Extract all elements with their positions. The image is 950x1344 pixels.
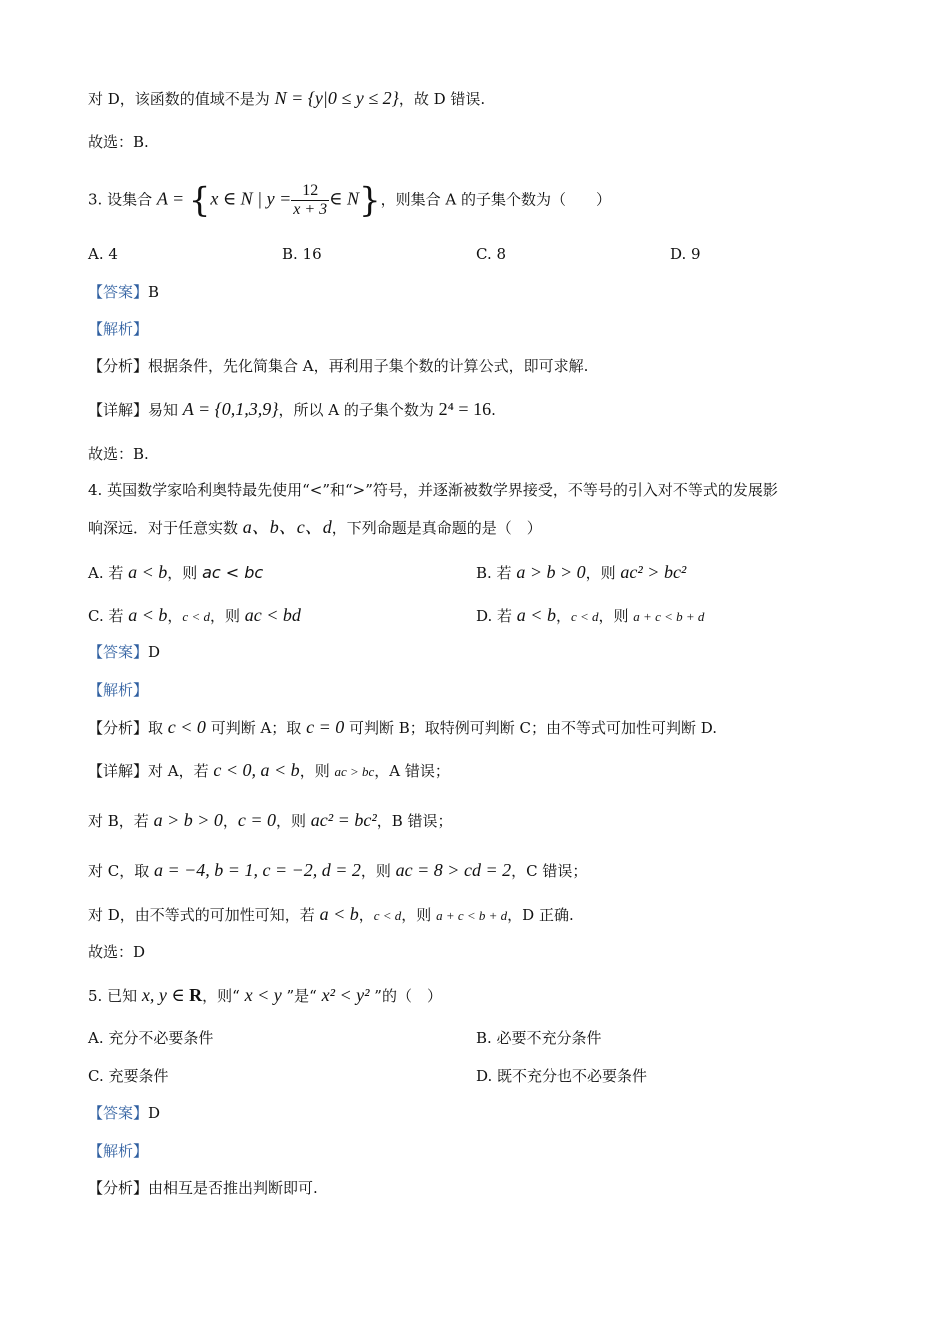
text: ，则 <box>299 762 335 780</box>
q4-fenxi <box>88 715 717 740</box>
fenxi-tag: 【分析】 <box>88 719 149 737</box>
q4-option-d <box>476 603 704 629</box>
text: . <box>491 401 496 419</box>
q4-option-c <box>88 603 301 629</box>
text: 对 D，该函数的值域不是为 <box>88 90 275 108</box>
math-reals: R <box>189 985 203 1005</box>
answer-value: D <box>148 643 161 661</box>
math-range: N = {y|0 ≤ y ≤ 2} <box>274 88 399 108</box>
q4-detail-a <box>88 758 450 784</box>
answer-tag: 【答案】 <box>88 1104 149 1122</box>
left-brace: { <box>188 180 211 221</box>
math: c = 0 <box>306 717 345 737</box>
text: 对 C，取 <box>88 862 155 880</box>
q5-analysis-tag: 【解析】 <box>88 1142 149 1160</box>
q3-analysis-tag: 【解析】 <box>88 320 149 338</box>
math: a < b <box>128 605 168 625</box>
text: ，则 <box>209 607 245 625</box>
q5-fenxi <box>88 1176 318 1200</box>
q3-answer <box>88 280 159 304</box>
math-power: 2⁴ = 16 <box>438 399 492 419</box>
question-4-line-1: 4. 英国数学家哈利奥特最先使用“<”和“>”符号，并逐渐被数学界接受，不等号的引入对不等式的发展影 <box>88 481 778 499</box>
math: ac = 8 > cd = 2 <box>395 860 512 880</box>
q3-fenxi <box>88 354 588 378</box>
answer-tag: 【答案】 <box>88 283 149 301</box>
text: D. 若 <box>476 607 517 625</box>
text: ， <box>167 607 183 625</box>
q3-option-a: A. 4 <box>88 245 118 263</box>
q4-analysis-tag: 【解析】 <box>88 681 149 699</box>
math: c < d <box>373 908 402 923</box>
answer-tag: 【答案】 <box>88 643 149 661</box>
math: x² < y² <box>321 985 370 1005</box>
question-number: 3. 设集合 <box>88 190 157 209</box>
q4-detail-c <box>88 858 587 883</box>
text: ”是“ <box>281 987 322 1005</box>
math: a < b <box>516 605 556 625</box>
fraction-denominator: x + 3 <box>293 201 328 218</box>
math: ac² = bc² <box>310 810 377 830</box>
q4-detail-d <box>88 902 574 928</box>
text: 由相互是否推出判断即可. <box>148 1179 318 1197</box>
text: ， <box>555 607 571 625</box>
q3-option-c: C. 8 <box>476 245 507 263</box>
text: ，A 错误； <box>374 762 450 780</box>
text: ，D 正确. <box>507 906 574 924</box>
math: c < d <box>570 609 599 624</box>
text: 可判断 B；取特例可判断 C；由不等式可加性可判断 D. <box>344 719 718 737</box>
answer-value: B <box>148 283 160 301</box>
answer-value: D <box>148 1104 161 1122</box>
text: ，则 <box>401 906 437 924</box>
math: c = 0 <box>237 810 277 830</box>
math: a > b > 0 <box>153 810 223 830</box>
math: x < y <box>244 985 282 1005</box>
question-5 <box>88 983 442 1008</box>
text: 响深远．对于任意实数 <box>88 519 243 537</box>
text: ，故 D 错误. <box>398 90 486 108</box>
math: a > b > 0 <box>516 562 586 582</box>
text: ，则集合 A 的子集个数为（ ） <box>380 190 611 209</box>
q5-option-c: C. 充要条件 <box>88 1067 169 1085</box>
math: c < d <box>182 609 210 624</box>
detail-tag: 【详解】 <box>88 401 149 419</box>
q3-detail <box>88 397 496 422</box>
text: ，B 错误； <box>376 812 453 830</box>
text: ， <box>222 812 238 830</box>
math: a < b <box>319 904 359 924</box>
q4-answer <box>88 640 160 664</box>
text: ，则 <box>585 564 621 582</box>
text: ，则 <box>276 812 311 830</box>
text: ，所以 A 的子集个数为 <box>278 401 439 419</box>
text: ，则 <box>167 564 203 582</box>
q4-detail-b <box>88 808 453 833</box>
q4-option-a <box>88 560 263 585</box>
q3-option-d: D. 9 <box>670 245 701 263</box>
math: c < 0 <box>167 717 206 737</box>
text: ， <box>358 906 374 924</box>
question-3 <box>88 182 611 219</box>
right-brace: } <box>358 180 381 221</box>
math: ac² > bc² <box>620 562 687 582</box>
question-4-line-2 <box>88 515 542 540</box>
math: a < b <box>128 562 168 582</box>
math: a = −4, b = 1, c = −2, d = 2 <box>154 860 361 880</box>
text: A. 若 <box>88 564 129 582</box>
prev-answer-choice: 故选：B. <box>88 133 149 151</box>
math: A = <box>156 188 189 209</box>
text: ，则 <box>360 862 396 880</box>
text: 易知 <box>148 401 183 419</box>
text: ，C 错误； <box>511 862 588 880</box>
q5-option-a: A. 充分不必要条件 <box>88 1029 214 1047</box>
detail-tag: 【详解】 <box>88 762 149 780</box>
q5-answer <box>88 1101 160 1125</box>
math: x, y ∈ <box>141 985 190 1005</box>
q3-option-b: B. 16 <box>282 245 322 263</box>
text: ，则“ <box>202 987 245 1005</box>
question-number: 5. 已知 <box>88 987 142 1005</box>
q3-choice: 故选：B. <box>88 445 149 463</box>
text: ，则 <box>598 607 634 625</box>
fenxi-tag: 【分析】 <box>88 357 149 375</box>
q5-option-b: B. 必要不充分条件 <box>476 1029 602 1047</box>
math: a、b、c、d <box>242 517 332 537</box>
math-set: A = {0,1,3,9} <box>182 399 279 419</box>
q4-choice: 故选：D <box>88 943 146 961</box>
math: a + c < b + d <box>436 908 508 923</box>
math: x ∈ N | y = <box>210 188 292 209</box>
math: ac < bc <box>202 563 264 582</box>
math: ac < bd <box>244 605 301 625</box>
text: 根据条件，先化简集合 A，再利用子集个数的计算公式，即可求解. <box>148 357 589 375</box>
q5-option-d: D. 既不充分也不必要条件 <box>476 1067 648 1085</box>
text: ”的（ ） <box>369 987 442 1005</box>
math: ∈ N <box>329 188 359 209</box>
math: a + c < b + d <box>633 609 705 624</box>
text: B. 若 <box>476 564 517 582</box>
text: 对 B，若 <box>88 812 154 830</box>
text: 取 <box>148 719 168 737</box>
text: C. 若 <box>88 607 129 625</box>
prev-solution-line-d <box>88 86 485 111</box>
text: 可判断 A；取 <box>205 719 307 737</box>
q4-option-b <box>476 560 686 585</box>
fenxi-tag: 【分析】 <box>88 1179 149 1197</box>
fraction-numerator: 12 <box>291 182 329 201</box>
math: ac > bc <box>334 764 375 779</box>
text: 对 D，由不等式的可加性可知，若 <box>88 906 320 924</box>
text: ，下列命题是真命题的是（ ） <box>331 519 542 537</box>
fraction <box>291 182 329 219</box>
math: c < 0, a < b <box>213 760 300 780</box>
text: 对 A，若 <box>148 762 214 780</box>
